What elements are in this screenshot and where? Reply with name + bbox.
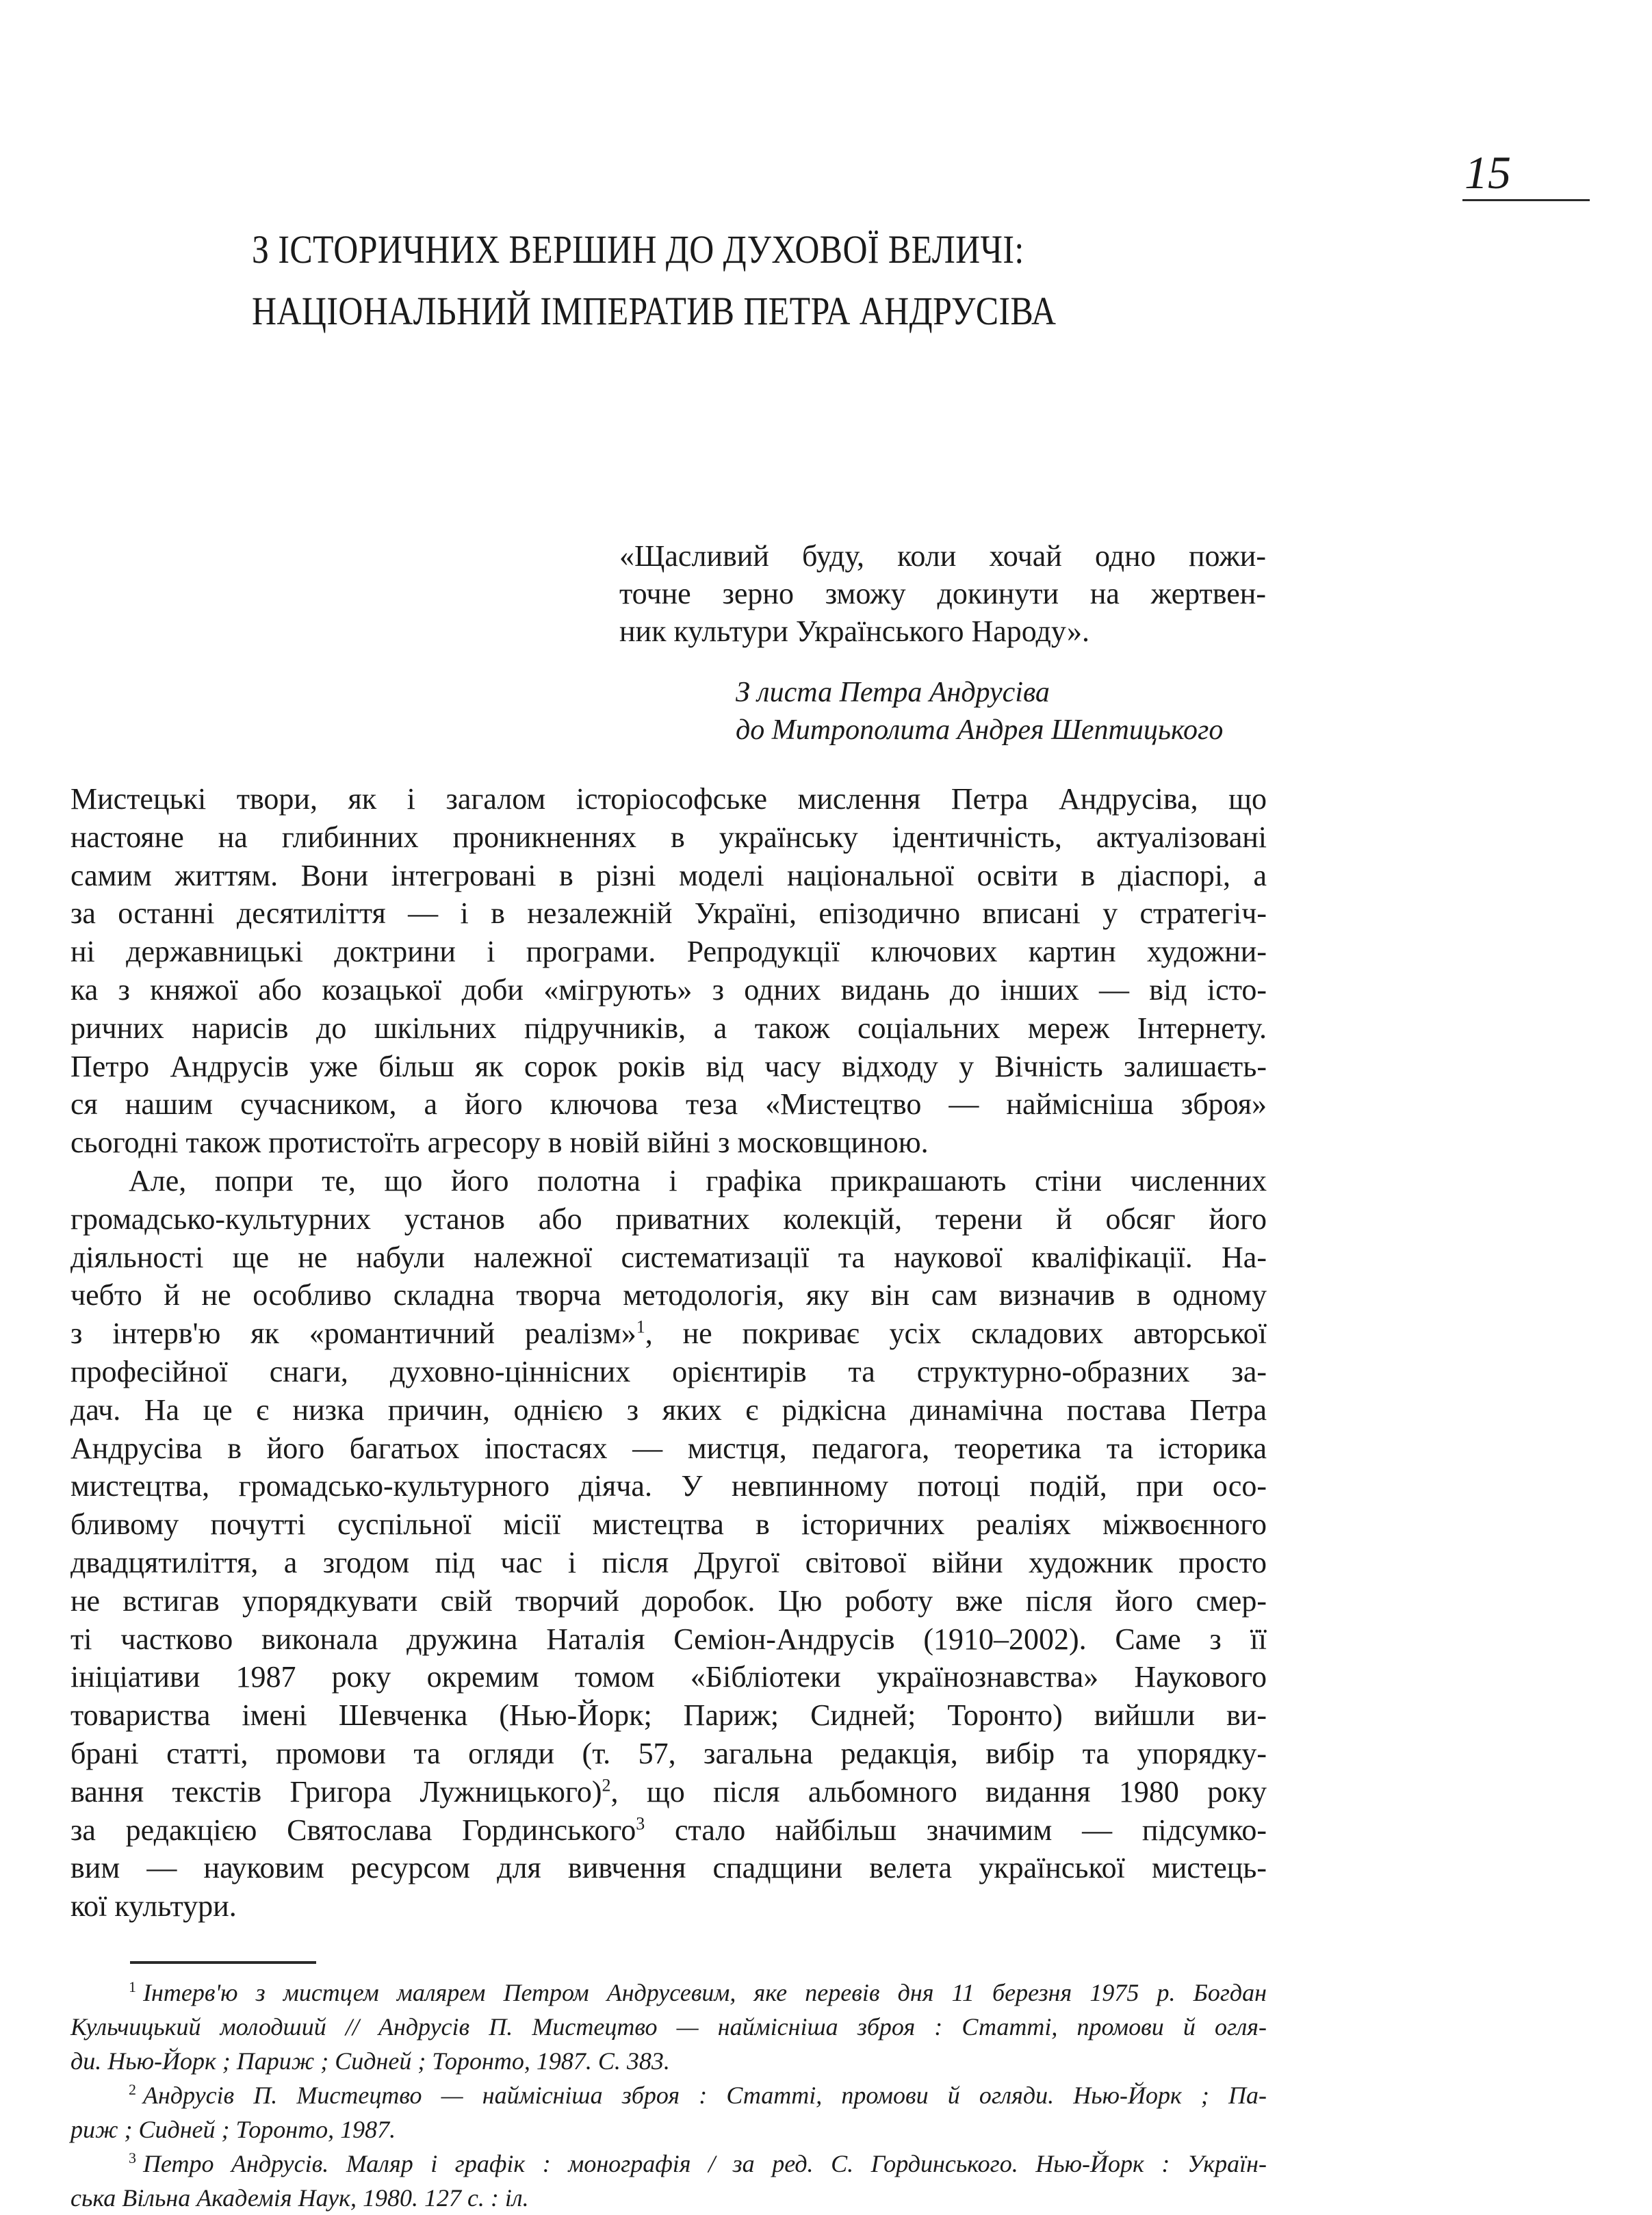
epigraph-line: ник культури Українського Народу». [619,614,1090,648]
article-title [252,219,1135,342]
text-line: вим — науковим ресурсом для вивчення спадщини велета української мистець- [70,1851,1267,1885]
epigraph-attribution [736,674,1223,749]
text-line: двадцятиліття, а згодом під час і після Другої світової війни художник просто [70,1545,1267,1579]
footnote-line [70,2078,1267,2112]
text-line: ні державницькі доктрини і програми. Репродукції ключових картин художни- [70,935,1267,969]
text-fragment: вання текстів Григора Лужницького) [70,1774,602,1809]
text-line: ся нашим сучасником, а його ключова теза «Мистецтво — наймісніша зброя» [70,1087,1267,1122]
footnote-text: Андрусів П. Мистецтво — наймісніша зброя : Статті, промови й огляди. Нью-Йорк ; Па- [143,2082,1267,2109]
text-line: Петро Андрусів уже більш як сорок років від часу відходу у Вічність залишаєть- [70,1049,1267,1083]
footnote-ref-1[interactable]: 1 [636,1317,645,1337]
footnote-line: Кульчицький молодший // Андрусів П. Мистецтво — наймісніша зброя : Статті, промови й огля- [70,2013,1267,2041]
text-line [70,1314,1267,1353]
text-line: самим життям. Вони інтегровані в різні моделі національної освіти в діаспорі, а [70,858,1267,892]
text-line: Мистецькі твори, як і загалом історіософське мислення Петра Андрусіва, що [70,782,1267,816]
text-line: мистецтва, громадсько-культурного діяча. У невпинному потоці подій, при осо- [70,1469,1267,1503]
footnote-marker: 1 [129,1978,136,1995]
paragraph-2 [70,1162,1267,1926]
text-fragment: , що після альбомного видання 1980 року [610,1774,1267,1809]
text-line: за останні десятиліття — і в незалежній Україні, епізодично вписані у стратегіч- [70,896,1267,931]
footnote-line: ди. Нью-Йорк ; Париж ; Сидней ; Торонто, 1987. С. 383. [70,2047,670,2075]
footnote-separator [130,1961,316,1964]
paragraph-1 [70,780,1267,1162]
text-line [70,1811,1267,1850]
text-line: громадсько-культурних установ або приватних колекцій, терени й обсяг його [70,1202,1267,1236]
text-line: ініціативи 1987 року окремим томом «Бібліотеки українознавства» Наукового [70,1660,1267,1694]
footnote-1 [70,1976,1267,2078]
text-line: брані статті, промови та огляди (т. 57, загальна редакція, вибір та упорядку- [70,1736,1267,1770]
epigraph-line: «Щасливий буду, коли хочай одно пожи- [619,539,1266,573]
text-line: ка з княжої або козацької доби «мігрують» з одних видань до інших — від істо- [70,972,1267,1007]
text-line: сьогодні також протистоїть агресору в новій війні з московщиною. [70,1126,929,1160]
footnote-ref-2[interactable]: 2 [602,1775,611,1796]
footnote-line [70,2147,1267,2181]
footnote-marker: 2 [129,2081,136,2098]
text-fragment: , не покриває усіх складових авторської [645,1317,1267,1351]
text-line: Андрусіва в його багатьох іпостасях — мистця, педагога, теоретика та історика [70,1431,1267,1465]
text-line: бливому почутті суспільної місії мистецтва в історичних реаліях міжвоєнного [70,1507,1267,1542]
text-line: настояне на глибинних проникненнях в українську ідентичність, актуалізовані [70,820,1267,854]
title-line-2: НАЦІОНАЛЬНИЙ ІМПЕРАТИВ ПЕТРА АНДРУСІВА [252,289,1057,333]
text-line: діяльності ще не набули належної систематизації та наукової кваліфікації. На- [70,1240,1267,1274]
footnote-line: ська Вільна Академія Наук, 1980. 127 с. : іл. [70,2184,529,2212]
epigraph-line: точне зерно зможу докинути на жертвен- [619,577,1266,610]
footnote-ref-3[interactable]: 3 [636,1813,645,1833]
body-text [70,780,1267,1926]
footnote-line: риж ; Сидней ; Торонто, 1987. [70,2116,396,2143]
text-line [70,1773,1267,1811]
footnotes [70,1976,1267,2215]
epigraph-quote [619,537,1266,650]
footnote-text: Петро Андрусів. Маляр і графік : монографія / за ред. С. Гординського. Нью-Йорк : Україн- [143,2150,1267,2177]
text-line: кої культури. [70,1889,237,1923]
attribution-line: до Митрополита Андрея Шептицького [736,714,1224,746]
text-line: товариства імені Шевченка (Нью-Йорк; Париж; Сидней; Торонто) вийшли ви- [70,1698,1267,1733]
title-line-1: З ІСТОРИЧНИХ ВЕРШИН ДО ДУХОВОЇ ВЕЛИЧІ: [252,227,1024,272]
attribution-line: З листа Петра Андрусіва [736,677,1050,708]
text-line: ті частково виконала дружина Наталія Семіон-Андрусів (1910–2002). Саме з її [70,1622,1267,1656]
text-line: професійної снаги, духовно-ціннісних орієнтирів та структурно-образних за- [70,1354,1267,1388]
text-fragment: за редакцією Святослава Гординського [70,1813,636,1847]
footnote-3 [70,2147,1267,2215]
text-line: Але, попри те, що його полотна і графіка прикрашають стіни численних [129,1163,1267,1197]
text-fragment: з інтерв'ю як «романтичний реалізм» [70,1317,636,1351]
footnote-line [70,1976,1267,2010]
footnote-text: Інтерв'ю з мистцем малярем Петром Андрусевим, яке перевів дня 11 березня 1975 р. Богдан [143,1979,1267,2006]
text-line: дач. На це є низка причин, однією з яких є рідкісна динамічна постава Петра [70,1393,1267,1427]
text-fragment: стало найбільш значимим — підсумко- [645,1813,1267,1847]
text-line: ричних нарисів до шкільних підручників, а також соціальних мереж Інтернету. [70,1011,1267,1045]
text-line: чебто й не особливо складна творча методологія, яку він сам визначив в одному [70,1278,1267,1312]
page-number-rule [1462,199,1590,201]
footnote-2 [70,2078,1267,2147]
text-line: не встигав упорядкувати свій творчий доробок. Цю роботу вже після його смер- [70,1583,1267,1618]
page-number: 15 [1464,146,1511,198]
footnote-marker: 3 [129,2149,136,2166]
